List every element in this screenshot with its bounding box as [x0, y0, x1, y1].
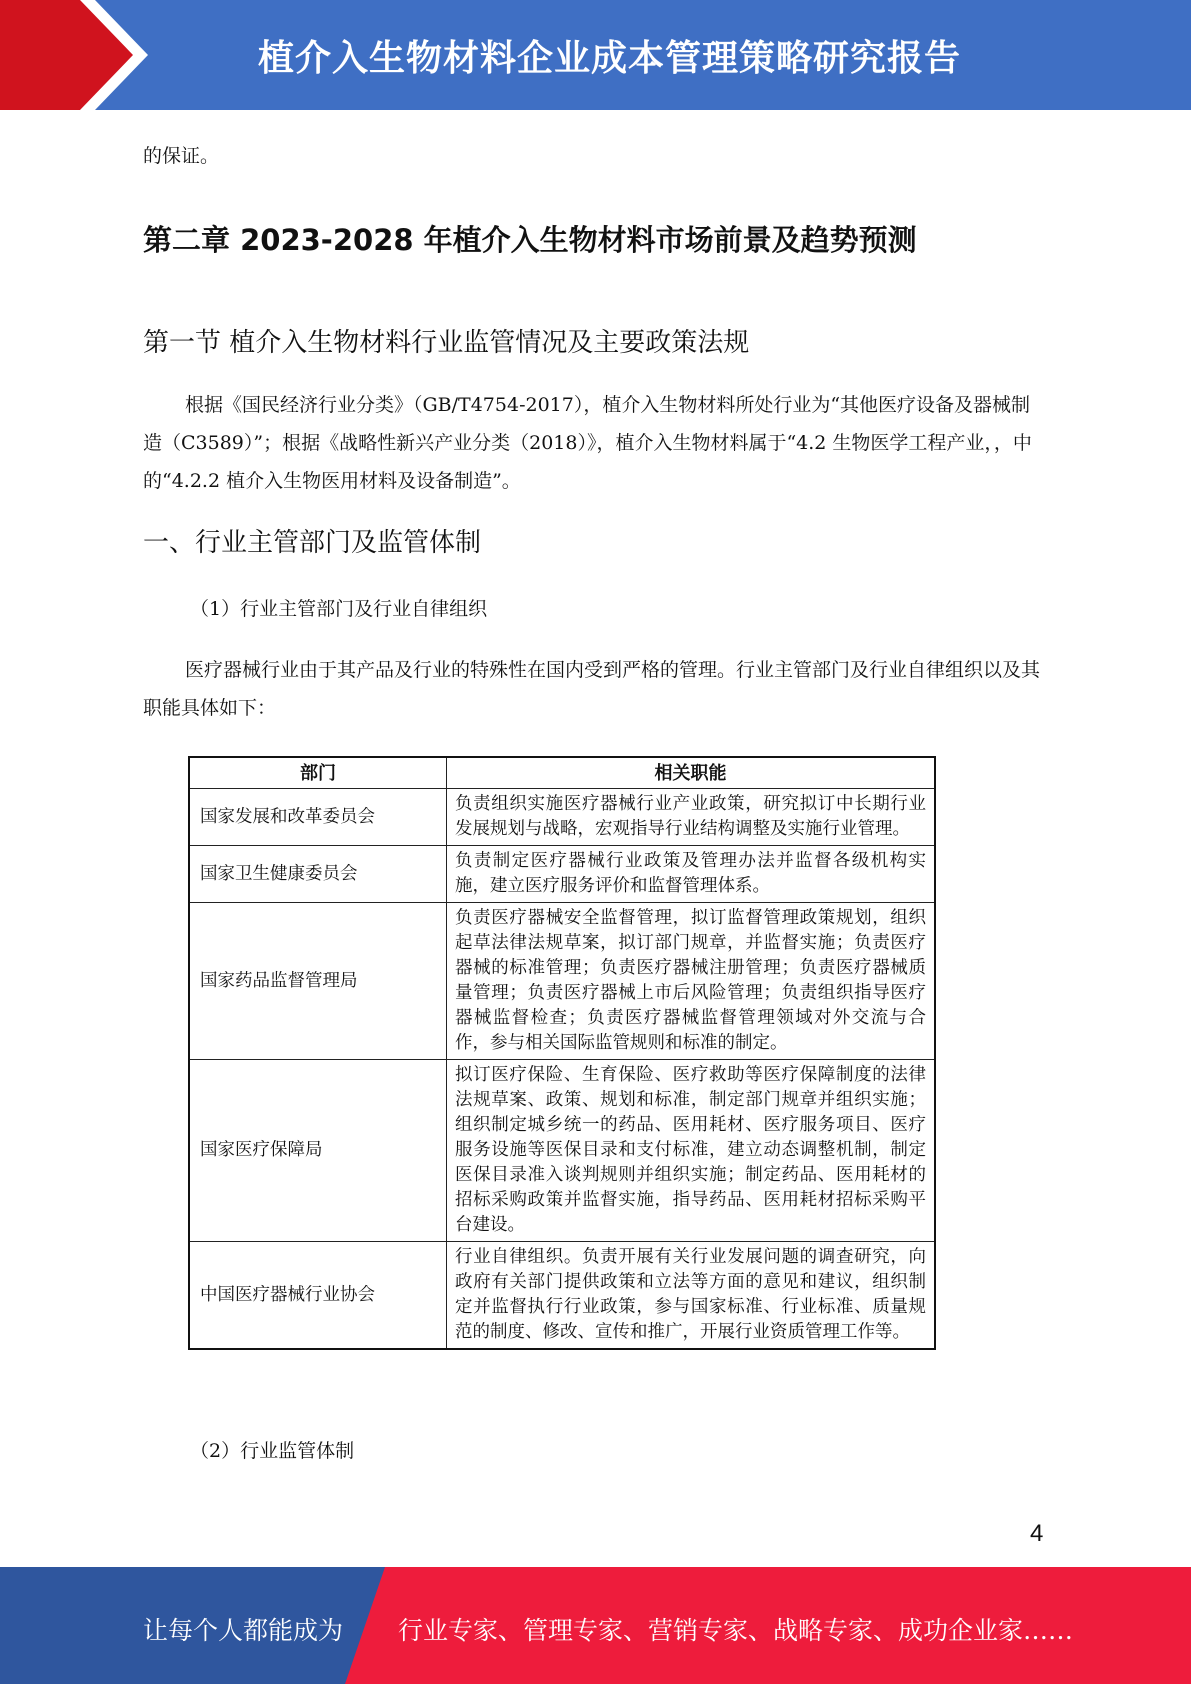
chapter-title: 第二章 2023-2028 年植介入生物材料市场前景及趋势预测: [143, 223, 917, 257]
subsection-title: 一、行业主管部门及监管体制: [143, 528, 482, 558]
department-table: [188, 756, 936, 1350]
table-cell-dept: 国家药品监督管理局: [189, 903, 447, 1060]
table-cell-dept: 中国医疗器械行业协会: [189, 1242, 447, 1350]
intro-paragraph: 根据《国民经济行业分类》（GB/T4754-2017），植介入生物材料所处行业为“其他医疗设备及器械制造（C3589）”；根据《战略性新兴产业分类（2018）》，植介入生物材料属于“4.2 生物医学工程产业，，中的“4.2.2 植介入生物医用材料及设备制造”。: [143, 394, 1032, 492]
table-cell-dept: 国家卫生健康委员会: [189, 846, 447, 903]
footer-slogan-left: 让每个人都能成为: [143, 1616, 344, 1645]
table-row: [189, 846, 935, 903]
item1-paragraph: 医疗器械行业由于其产品及行业的特殊性在国内受到严格的管理。行业主管部门及行业自律组织以及其职能具体如下：: [143, 659, 1041, 719]
table-row: [189, 1242, 935, 1350]
table-row: [189, 903, 935, 1060]
table-cell-duty: 负责医疗器械安全监督管理，拟订监督管理政策规划，组织起草法律法规草案，拟订部门规章，并监督实施；负责医疗器械的标准管理；负责医疗器械注册管理；负责医疗器械质量管理；负责医疗器械上市后风险管理；负责组织指导医疗器械监督检查；负责医疗器械监督管理领域对外交流与合作，参与相关国际监管规则和标准的制定。: [447, 903, 936, 1060]
table-header-dept: 部门: [189, 757, 447, 789]
continuation-text: 的保证。: [143, 145, 220, 167]
report-title: 植介入生物材料企业成本管理策略研究报告: [258, 38, 962, 79]
item1-heading: （1）行业主管部门及行业自律组织: [190, 598, 488, 620]
table-cell-duty: 负责组织实施医疗器械行业产业政策，研究拟订中长期行业发展规划与战略，宏观指导行业结构调整及实施行业管理。: [447, 789, 936, 846]
table-cell-duty: 负责制定医疗器械行业政策及管理办法并监督各级机构实施，建立医疗服务评价和监督管理体系。: [447, 846, 936, 903]
table-cell-duty: 拟订医疗保险、生育保险、医疗救助等医疗保障制度的法律法规草案、政策、规划和标准，制定部门规章并组织实施；组织制定城乡统一的药品、医用耗材、医疗服务项目、医疗服务设施等医保目录和支付标准，建立动态调整机制，制定医保目录准入谈判规则并组织实施；制定药品、医用耗材的招标采购政策并监督实施，指导药品、医用耗材招标采购平台建设。: [447, 1060, 936, 1242]
table-cell-dept: 国家发展和改革委员会: [189, 789, 447, 846]
table-cell-duty: 行业自律组织。负责开展有关行业发展问题的调查研究，向政府有关部门提供政策和立法等方面的意见和建议，组织制定并监督执行行业政策，参与国家标准、行业标准、质量规范的制度、修改、宣传和推广，开展行业资质管理工作等。: [447, 1242, 936, 1350]
table-cell-dept: 国家医疗保障局: [189, 1060, 447, 1242]
table-row: [189, 789, 935, 846]
section-title: 第一节 植介入生物材料行业监管情况及主要政策法规: [143, 328, 750, 358]
table-row: [189, 1060, 935, 1242]
table-header-duty: 相关职能: [447, 757, 936, 789]
footer-slogan-right: 行业专家、管理专家、营销专家、战略专家、成功企业家……: [398, 1616, 1074, 1645]
page-number: 4: [1030, 1520, 1044, 1547]
item2-heading: （2）行业监管体制: [190, 1440, 355, 1462]
table-header-row: [189, 757, 935, 789]
